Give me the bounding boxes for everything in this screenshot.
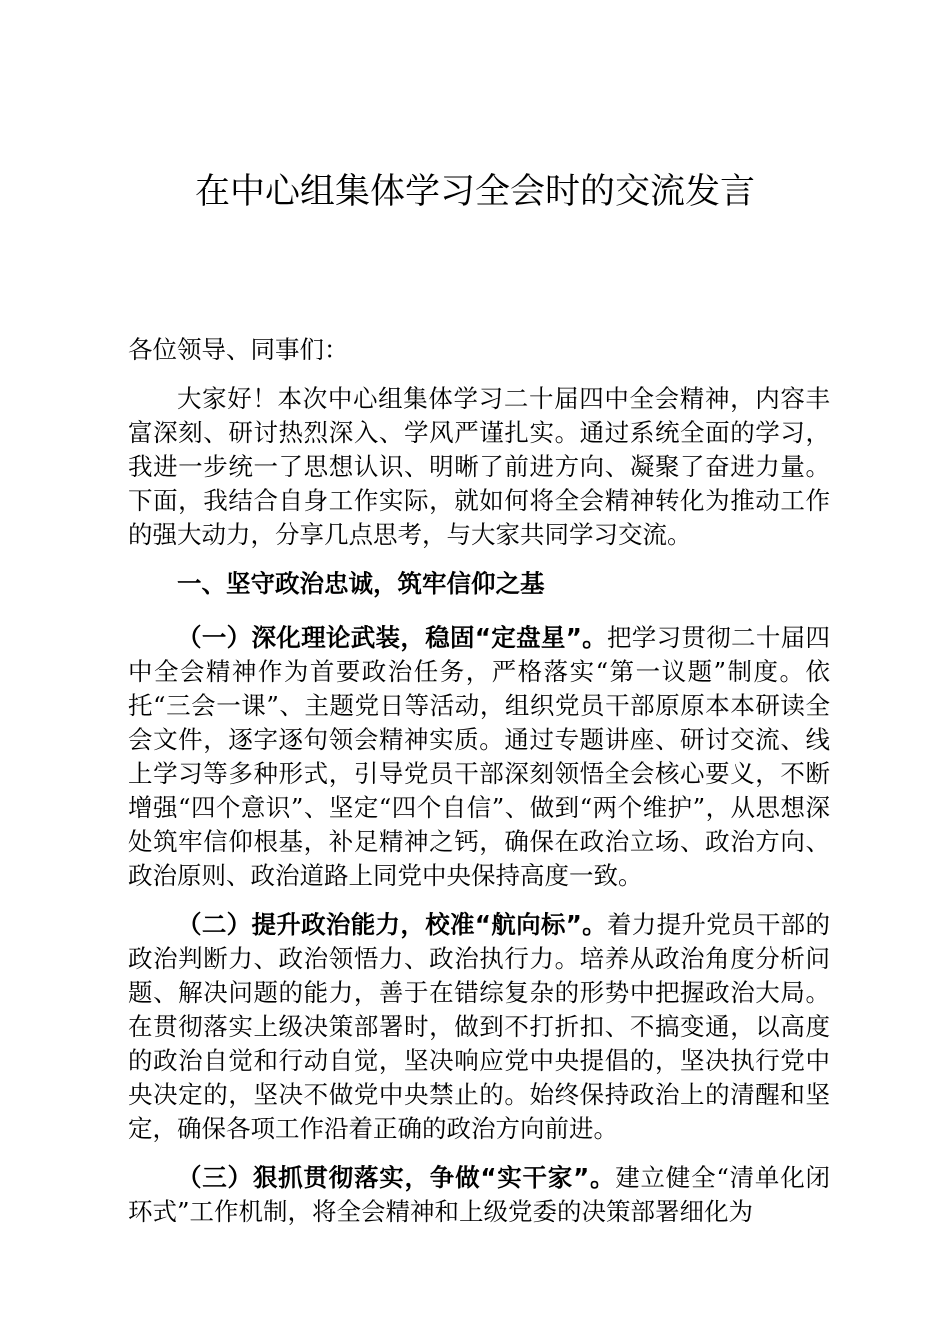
subsection-paragraph-3 (128, 1161, 830, 1229)
section-heading: 一、坚守政治忠诚，筑牢信仰之基 (177, 569, 545, 598)
subsection-text-2: 着力提升党员干部的政治判断力、政治领悟力、政治执行力。培养从政治角度分析问题、解决问题的能力，善于在错综复杂的形势中把握政治大局。在贯彻落实上级决策部署时，做到不打折扣、不搞变通，以高度的政治自觉和行动自觉，坚决响应党中央提倡的，坚决执行党中央决定的，坚决不做党中央禁止的。始终保持政治上的清醒和坚定，确保各项工作沿着正确的政治方向前进。 (128, 910, 831, 1143)
document-body (128, 333, 830, 1229)
subsection-text-1: 把学习贯彻二十届四中全会精神作为首要政治任务，严格落实“第一议题”制度。依托“三会一课”、主题党日等活动，组织党员干部原原本本研读全会文件，逐字逐句领会精神实质。通过专题讲座、研讨交流、线上学习等多种形式，引导党员干部深刻领悟全会核心要义，不断增强“四个意识”、坚定“四个自信”、做到“两个维护”，从思想深处筑牢信仰根基，补足精神之钙，确保在政治立场、政治方向、政治原则、政治道路上同党中央保持高度一致。 (128, 623, 831, 890)
subsection-text-3: 建立健全“清单化闭环式”工作机制，将全会精神和上级党委的决策部署细化为 (128, 1163, 830, 1226)
intro-paragraph: 大家好！本次中心组集体学习二十届四中全会精神，内容丰富深刻、研讨热烈深入、学风严谨扎实。通过系统全面的学习，我进一步统一了思想认识、明晰了前进方向、凝聚了奋进力量。下面，我结合自身工作实际，就如何将全会精神转化为推动工作的强大动力，分享几点思考，与大家共同学习交流。 (128, 384, 830, 549)
subsection-paragraph-2 (128, 908, 830, 1146)
subsection-lead-3: （三）狠抓贯彻落实，争做“实干家”。 (177, 1163, 616, 1192)
subsection-lead-2: （二）提升政治能力，校准“航向标”。 (177, 910, 607, 939)
document-title: 在中心组集体学习全会时的交流发言 (194, 172, 755, 212)
subsection-lead-1: （一）深化理论武装，稳固“定盘星”。 (177, 623, 607, 652)
salutation: 各位领导、同事们： (128, 335, 349, 364)
subsection-paragraph-1 (128, 621, 830, 893)
